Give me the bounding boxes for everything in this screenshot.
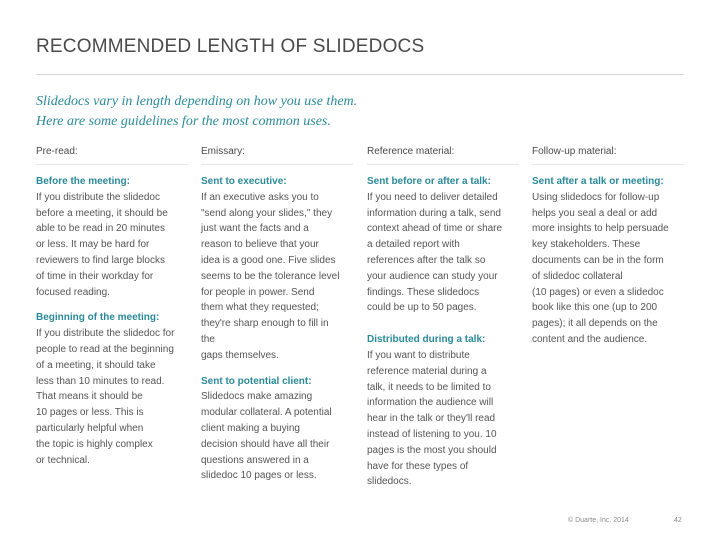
body-line: Slidedocs make amazing (201, 391, 313, 403)
body-line: information the audience will (367, 397, 494, 409)
body-line: could be up to 50 pages. (367, 302, 477, 314)
section-title: Sent before or after a talk: (367, 176, 491, 187)
body-line: If you want to distribute (367, 349, 470, 361)
subtitle-line-2: Here are some guidelines for the most common uses. (36, 114, 331, 129)
body-line: hear in the talk or they'll read (367, 413, 496, 425)
body-line: decision should have all their (201, 438, 330, 450)
section-before-the-meeting (36, 174, 194, 300)
section-body (36, 190, 194, 301)
section-title: Before the meeting: (36, 176, 130, 187)
body-line: Using slidedocs for follow-up (532, 191, 660, 203)
body-line: If you need to deliver detailed (367, 191, 498, 203)
header-divider (201, 164, 353, 165)
body-line: particularly helpful when (36, 422, 144, 434)
subtitle-line-1: Slidedocs vary in length depending on how you use them. (36, 94, 358, 109)
body-line: your audience can study your (367, 270, 498, 282)
slide-title: RECOMMENDED LENGTH OF SLIDEDOCS (36, 36, 425, 57)
column-header-follow-up-material: Follow-up material: (532, 146, 617, 157)
body-line: "send along your slides," they (201, 207, 333, 219)
body-line: people to read at the beginning (36, 343, 174, 355)
body-line: for people in power. Send (201, 286, 315, 298)
header-divider (532, 164, 684, 165)
body-line: of a meeting, it should take (36, 359, 156, 371)
body-line: client making a buying (201, 422, 300, 434)
body-line: That means it should be (36, 391, 143, 403)
body-line: or technical. (36, 454, 90, 466)
section-body (532, 190, 690, 348)
body-line: focused reading. (36, 286, 110, 298)
body-line: or less. It may be hard for (36, 239, 150, 251)
body-line: them what they requested; (201, 302, 319, 314)
body-line: If you distribute the slidedoc for (36, 328, 175, 340)
body-line: instead of listening to you. 10 (367, 428, 497, 440)
section-sent-before-or-after-a-talk (367, 174, 525, 316)
body-line: (10 pages) or even a slidedoc (532, 286, 664, 298)
body-line: pages); it all depends on the (532, 318, 658, 330)
column-emissary (201, 174, 359, 494)
body-line: If an executive asks you to (201, 191, 319, 203)
body-line: information during a talk, send (367, 207, 501, 219)
section-title: Sent to potential client: (201, 375, 312, 387)
body-line: key stakeholders. These (532, 239, 641, 251)
section-sent-after-a-talk-or-meeting (532, 174, 690, 348)
body-line: of time in their workday for (36, 270, 154, 282)
column-header-pre-read: Pre-read: (36, 146, 78, 157)
section-title: Sent to executive: (201, 176, 287, 187)
body-line: 10 pages or less. This is (36, 407, 144, 419)
body-line: a detailed report with (367, 239, 460, 251)
body-line: findings. These slidedocs (367, 286, 480, 298)
body-line: book like this one (up to 200 (532, 302, 658, 314)
section-beginning-of-the-meeting (36, 310, 194, 468)
section-sent-to-executive (201, 174, 359, 364)
body-line: they're sharp enough to fill in (201, 318, 329, 330)
body-line: content and the audience. (532, 333, 648, 345)
section-sent-to-potential-client (201, 374, 359, 485)
section-body (201, 389, 359, 484)
column-pre-read (36, 174, 194, 478)
body-line: slidedoc 10 pages or less. (201, 470, 317, 482)
body-line: helps you seal a deal or add (532, 207, 658, 219)
section-title: Sent after a talk or meeting: (532, 176, 664, 187)
header-divider (36, 164, 188, 165)
body-line: more insights to help persuade (532, 223, 669, 235)
section-distributed-during-a-talk (367, 332, 525, 490)
slide-subtitle (36, 92, 636, 132)
body-line: have for these types of (367, 460, 469, 472)
body-line: gaps themselves. (201, 349, 279, 361)
footer-page-number: 42 (674, 517, 682, 524)
body-line: just want the facts and a (201, 223, 309, 235)
body-line: pages is the most you should (367, 444, 497, 456)
column-follow-up-material (532, 174, 690, 358)
body-line: documents can be in the form (532, 254, 664, 266)
section-body (201, 190, 359, 364)
section-body (367, 190, 525, 316)
body-line: able to be read in 20 minutes (36, 223, 165, 235)
footer-copyright: © Duarte, Inc. 2014 (568, 517, 629, 524)
body-line: the (201, 333, 215, 345)
body-line: modular collateral. A potential (201, 407, 332, 419)
title-divider (36, 74, 684, 75)
body-line: If you distribute the slidedoc (36, 191, 160, 203)
body-line: before a meeting, it should be (36, 207, 168, 219)
section-body (36, 326, 194, 468)
section-body (367, 348, 525, 490)
body-line: of slidedoc collateral (532, 270, 623, 282)
section-title: Distributed during a talk: (367, 334, 486, 346)
body-line: less than 10 minutes to read. (36, 375, 165, 387)
header-divider (367, 164, 519, 165)
body-line: idea is a good one. Five slides (201, 254, 336, 266)
body-line: talk, it needs to be limited to (367, 381, 491, 393)
body-line: reason to believe that your (201, 239, 319, 251)
column-reference-material (367, 174, 525, 500)
body-line: the topic is highly complex (36, 438, 153, 450)
column-header-reference-material: Reference material: (367, 146, 455, 157)
body-line: questions answered in a (201, 454, 309, 466)
body-line: references after the talk so (367, 254, 486, 266)
body-line: slidedocs. (367, 476, 412, 488)
body-line: seems to be the tolerance level (201, 270, 340, 282)
section-title: Beginning of the meeting: (36, 312, 160, 324)
column-header-emissary: Emissary: (201, 146, 245, 157)
body-line: reviewers to find large blocks (36, 254, 165, 266)
body-line: context ahead of time or share (367, 223, 503, 235)
body-line: reference material during a (367, 365, 487, 377)
